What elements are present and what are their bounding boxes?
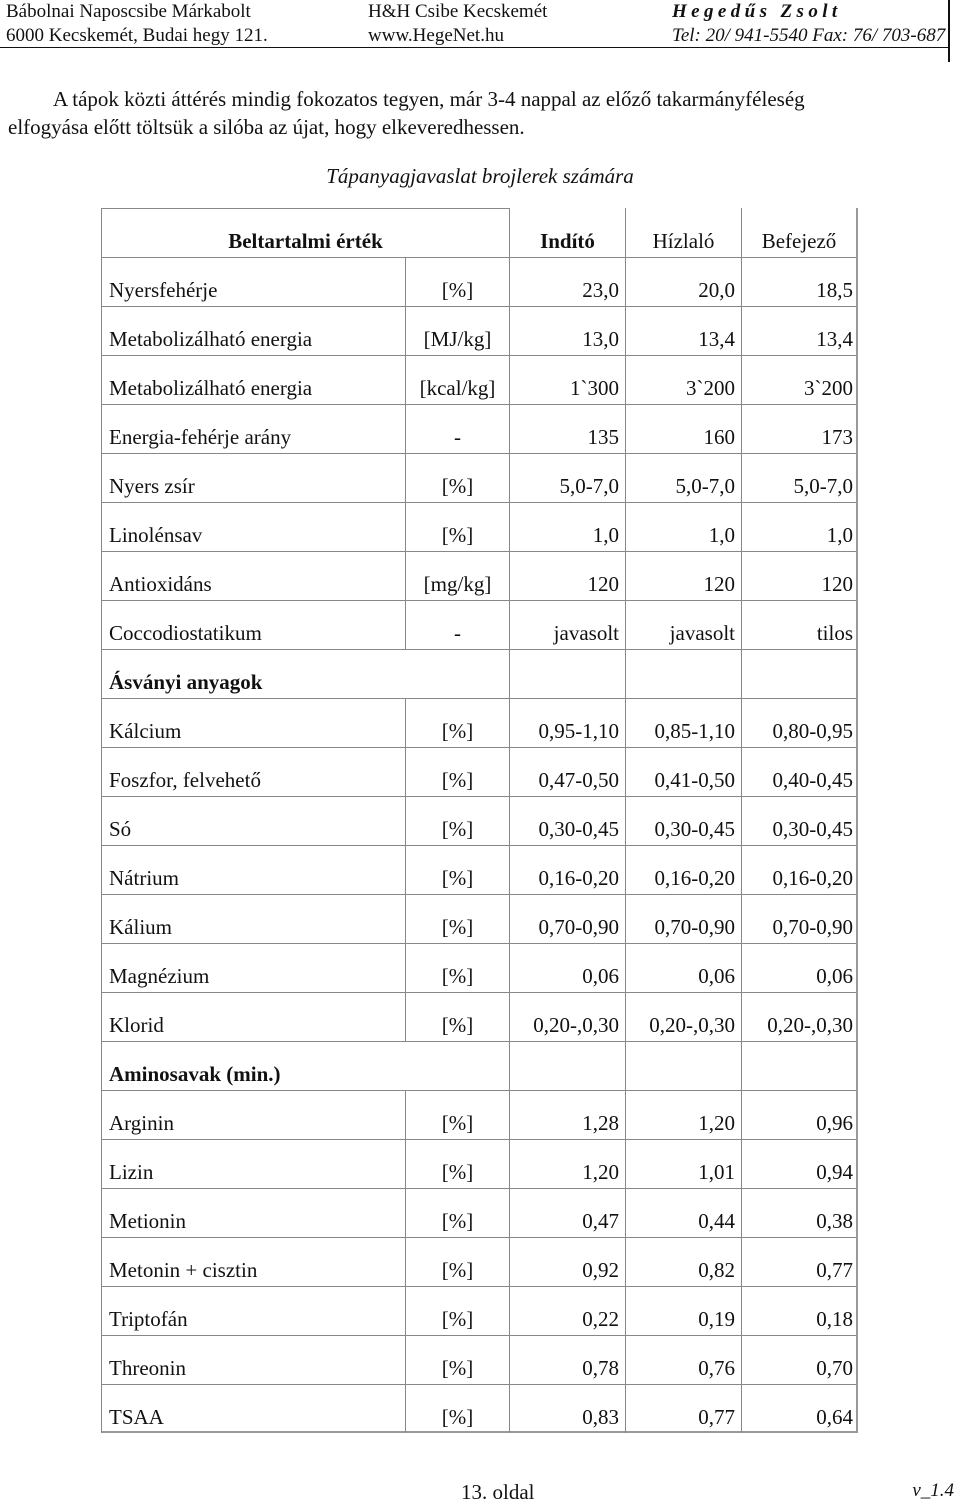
nutrient-name-cell: Klorid — [101, 992, 405, 1041]
starter-value-cell: 0,20-,0,30 — [509, 992, 625, 1041]
table-row — [101, 845, 856, 894]
nutrient-name-cell: Metonin + cisztin — [101, 1237, 405, 1286]
unit-cell: [%] — [405, 1286, 509, 1335]
grower-value-cell: 0,85-1,10 — [625, 698, 741, 747]
table-row — [101, 1384, 856, 1433]
unit-cell: [%] — [405, 502, 509, 551]
contact-phone-fax: Tel: 20/ 941-5540 Fax: 76/ 703-687 — [672, 25, 946, 46]
starter-value-cell: 13,0 — [509, 306, 625, 355]
grower-value-cell: 0,30-0,45 — [625, 796, 741, 845]
nutrient-name-cell: Metionin — [101, 1188, 405, 1237]
finisher-value-cell: 3`200 — [741, 355, 856, 404]
finisher-value-cell: 0,06 — [741, 943, 856, 992]
nutrient-name-cell: Kálcium — [101, 698, 405, 747]
unit-cell: [%] — [405, 943, 509, 992]
grower-value-cell: 1,0 — [625, 502, 741, 551]
finisher-value-cell: 0,16-0,20 — [741, 845, 856, 894]
nutrient-name-cell: Ásványi anyagok — [101, 649, 405, 698]
header-contact-info — [672, 0, 945, 48]
grower-value-cell: 0,82 — [625, 1237, 741, 1286]
table-caption: Tápanyagjavaslat brojlerek számára — [326, 164, 634, 188]
unit-cell: [%] — [405, 894, 509, 943]
table-row — [101, 1188, 856, 1237]
table-row — [101, 1090, 856, 1139]
unit-cell: [%] — [405, 1139, 509, 1188]
unit-cell: [%] — [405, 1335, 509, 1384]
starter-value-cell: 0,30-0,45 — [509, 796, 625, 845]
grower-value-cell: 5,0-7,0 — [625, 453, 741, 502]
finisher-value-cell: 13,4 — [741, 306, 856, 355]
unit-cell: [%] — [405, 257, 509, 306]
starter-value-cell: 0,95-1,10 — [509, 698, 625, 747]
unit-cell: [%] — [405, 992, 509, 1041]
nutrient-name-cell: Energia-fehérje arány — [101, 404, 405, 453]
table-row — [101, 747, 856, 796]
grower-value-cell: 0,77 — [625, 1384, 741, 1433]
nutrient-name-cell: Magnézium — [101, 943, 405, 992]
finisher-value-cell: 0,40-0,45 — [741, 747, 856, 796]
intro-line-2: elfogyása előtt töltsük a silóba az újat, hogy elkeveredhessen. — [8, 115, 525, 139]
unit-cell: - — [405, 600, 509, 649]
finisher-value-cell — [741, 1041, 856, 1090]
unit-cell: [%] — [405, 1237, 509, 1286]
starter-value-cell: javasolt — [509, 600, 625, 649]
nutrient-name-cell: Metabolizálható energia — [101, 306, 405, 355]
unit-cell: [%] — [405, 698, 509, 747]
starter-value-cell: 1,28 — [509, 1090, 625, 1139]
intro-line-1: A tápok közti áttérés mindig fokozatos tegyen, már 3-4 nappal az előző takarmányféleség — [53, 87, 805, 111]
finisher-value-cell: 18,5 — [741, 257, 856, 306]
table-row — [101, 1286, 856, 1335]
nutrient-name-cell: TSAA — [101, 1384, 405, 1433]
finisher-value-cell: 0,94 — [741, 1139, 856, 1188]
finisher-value-cell: 120 — [741, 551, 856, 600]
document-version: v_1.4 — [912, 1480, 954, 1501]
nutrient-name-cell: Nyersfehérje — [101, 257, 405, 306]
starter-value-cell — [509, 649, 625, 698]
table-header-row — [101, 208, 856, 257]
nutrient-name-cell: Nátrium — [101, 845, 405, 894]
nutrient-name-cell: Metabolizálható energia — [101, 355, 405, 404]
unit-cell — [405, 1041, 509, 1090]
unit-cell: [%] — [405, 747, 509, 796]
contact-name: Hegedűs Zsolt — [672, 1, 842, 22]
unit-cell: [mg/kg] — [405, 551, 509, 600]
grower-value-cell: 0,06 — [625, 943, 741, 992]
finisher-value-cell: 0,64 — [741, 1384, 856, 1433]
unit-cell: [%] — [405, 1188, 509, 1237]
finisher-value-cell: tilos — [741, 600, 856, 649]
nutrient-name-cell: Threonin — [101, 1335, 405, 1384]
starter-value-cell: 1,20 — [509, 1139, 625, 1188]
grower-value-cell — [625, 1041, 741, 1090]
unit-cell: [MJ/kg] — [405, 306, 509, 355]
finisher-value-cell: 1,0 — [741, 502, 856, 551]
grower-value-cell: 120 — [625, 551, 741, 600]
unit-cell: [%] — [405, 845, 509, 894]
page-number: 13. oldal — [461, 1480, 535, 1504]
starter-value-cell: 0,06 — [509, 943, 625, 992]
finisher-value-cell — [741, 649, 856, 698]
grower-value-cell: javasolt — [625, 600, 741, 649]
grower-value-cell: 0,76 — [625, 1335, 741, 1384]
table-row — [101, 600, 856, 649]
grower-value-cell — [625, 649, 741, 698]
header-rule — [0, 47, 948, 48]
header-cell-grower: Hízlaló — [625, 208, 741, 257]
table-row — [101, 355, 856, 404]
table-row — [101, 257, 856, 306]
finisher-value-cell: 5,0-7,0 — [741, 453, 856, 502]
finisher-value-cell: 0,70-0,90 — [741, 894, 856, 943]
starter-value-cell: 0,47-0,50 — [509, 747, 625, 796]
nutrient-name-cell: Só — [101, 796, 405, 845]
starter-value-cell: 5,0-7,0 — [509, 453, 625, 502]
table-row — [101, 502, 856, 551]
finisher-value-cell: 0,80-0,95 — [741, 698, 856, 747]
starter-value-cell: 0,47 — [509, 1188, 625, 1237]
starter-value-cell: 0,78 — [509, 1335, 625, 1384]
table-row — [101, 1139, 856, 1188]
starter-value-cell: 1,0 — [509, 502, 625, 551]
starter-value-cell: 0,22 — [509, 1286, 625, 1335]
table-row — [101, 894, 856, 943]
table-row — [101, 943, 856, 992]
table-row — [101, 306, 856, 355]
unit-cell: [%] — [405, 1090, 509, 1139]
finisher-value-cell: 0,77 — [741, 1237, 856, 1286]
nutrient-name-cell: Antioxidáns — [101, 551, 405, 600]
starter-value-cell: 1`300 — [509, 355, 625, 404]
table-section-row — [101, 1041, 856, 1090]
unit-cell: [%] — [405, 1384, 509, 1433]
starter-value-cell: 0,92 — [509, 1237, 625, 1286]
table-row — [101, 992, 856, 1041]
grower-value-cell: 13,4 — [625, 306, 741, 355]
grower-value-cell: 0,41-0,50 — [625, 747, 741, 796]
unit-cell: [%] — [405, 453, 509, 502]
table-row — [101, 404, 856, 453]
grower-value-cell: 160 — [625, 404, 741, 453]
header-cell-content: Beltartalmi érték — [101, 208, 509, 257]
intro-paragraph — [8, 85, 952, 141]
nutrient-name-cell: Foszfor, felvehető — [101, 747, 405, 796]
starter-value-cell: 0,70-0,90 — [509, 894, 625, 943]
grower-value-cell: 20,0 — [625, 257, 741, 306]
table-row — [101, 698, 856, 747]
starter-value-cell: 0,16-0,20 — [509, 845, 625, 894]
grower-value-cell: 0,19 — [625, 1286, 741, 1335]
page-header — [0, 0, 960, 62]
grower-value-cell: 0,20-,0,30 — [625, 992, 741, 1041]
nutrient-name-cell: Linolénsav — [101, 502, 405, 551]
finisher-value-cell: 0,30-0,45 — [741, 796, 856, 845]
table-row — [101, 551, 856, 600]
starter-value-cell: 0,83 — [509, 1384, 625, 1433]
nutrient-name-cell: Aminosavak (min.) — [101, 1041, 405, 1090]
shop-name: Bábolnai Naposcsibe Márkabolt — [6, 1, 251, 22]
unit-cell — [405, 649, 509, 698]
finisher-value-cell: 0,38 — [741, 1188, 856, 1237]
starter-value-cell: 135 — [509, 404, 625, 453]
finisher-value-cell: 173 — [741, 404, 856, 453]
unit-cell: [kcal/kg] — [405, 355, 509, 404]
table-row — [101, 796, 856, 845]
starter-value-cell: 120 — [509, 551, 625, 600]
finisher-value-cell: 0,70 — [741, 1335, 856, 1384]
table-row — [101, 1237, 856, 1286]
finisher-value-cell: 0,96 — [741, 1090, 856, 1139]
grower-value-cell: 1,20 — [625, 1090, 741, 1139]
starter-value-cell: 23,0 — [509, 257, 625, 306]
grower-value-cell: 0,70-0,90 — [625, 894, 741, 943]
grower-value-cell: 3`200 — [625, 355, 741, 404]
finisher-value-cell: 0,20-,0,30 — [741, 992, 856, 1041]
company-website: www.HegeNet.hu — [368, 25, 504, 46]
nutrient-name-cell: Kálium — [101, 894, 405, 943]
unit-cell: [%] — [405, 796, 509, 845]
finisher-value-cell: 0,18 — [741, 1286, 856, 1335]
header-vertical-rule — [948, 0, 950, 62]
header-cell-starter: Indító — [509, 208, 625, 257]
grower-value-cell: 0,44 — [625, 1188, 741, 1237]
nutrient-name-cell: Arginin — [101, 1090, 405, 1139]
grower-value-cell: 1,01 — [625, 1139, 741, 1188]
starter-value-cell — [509, 1041, 625, 1090]
nutrient-name-cell: Coccodiostatikum — [101, 600, 405, 649]
nutrient-name-cell: Triptofán — [101, 1286, 405, 1335]
grower-value-cell: 0,16-0,20 — [625, 845, 741, 894]
table-row — [101, 453, 856, 502]
header-cell-finisher: Befejező — [741, 208, 856, 257]
header-company-info — [368, 0, 547, 48]
shop-address: 6000 Kecskemét, Budai hegy 121. — [6, 25, 268, 46]
table-section-row — [101, 649, 856, 698]
unit-cell: - — [405, 404, 509, 453]
nutrient-table — [101, 208, 858, 1433]
nutrient-name-cell: Nyers zsír — [101, 453, 405, 502]
nutrient-name-cell: Lizin — [101, 1139, 405, 1188]
table-row — [101, 1335, 856, 1384]
company-name: H&H Csibe Kecskemét — [368, 1, 548, 22]
header-shop-info — [6, 0, 268, 48]
